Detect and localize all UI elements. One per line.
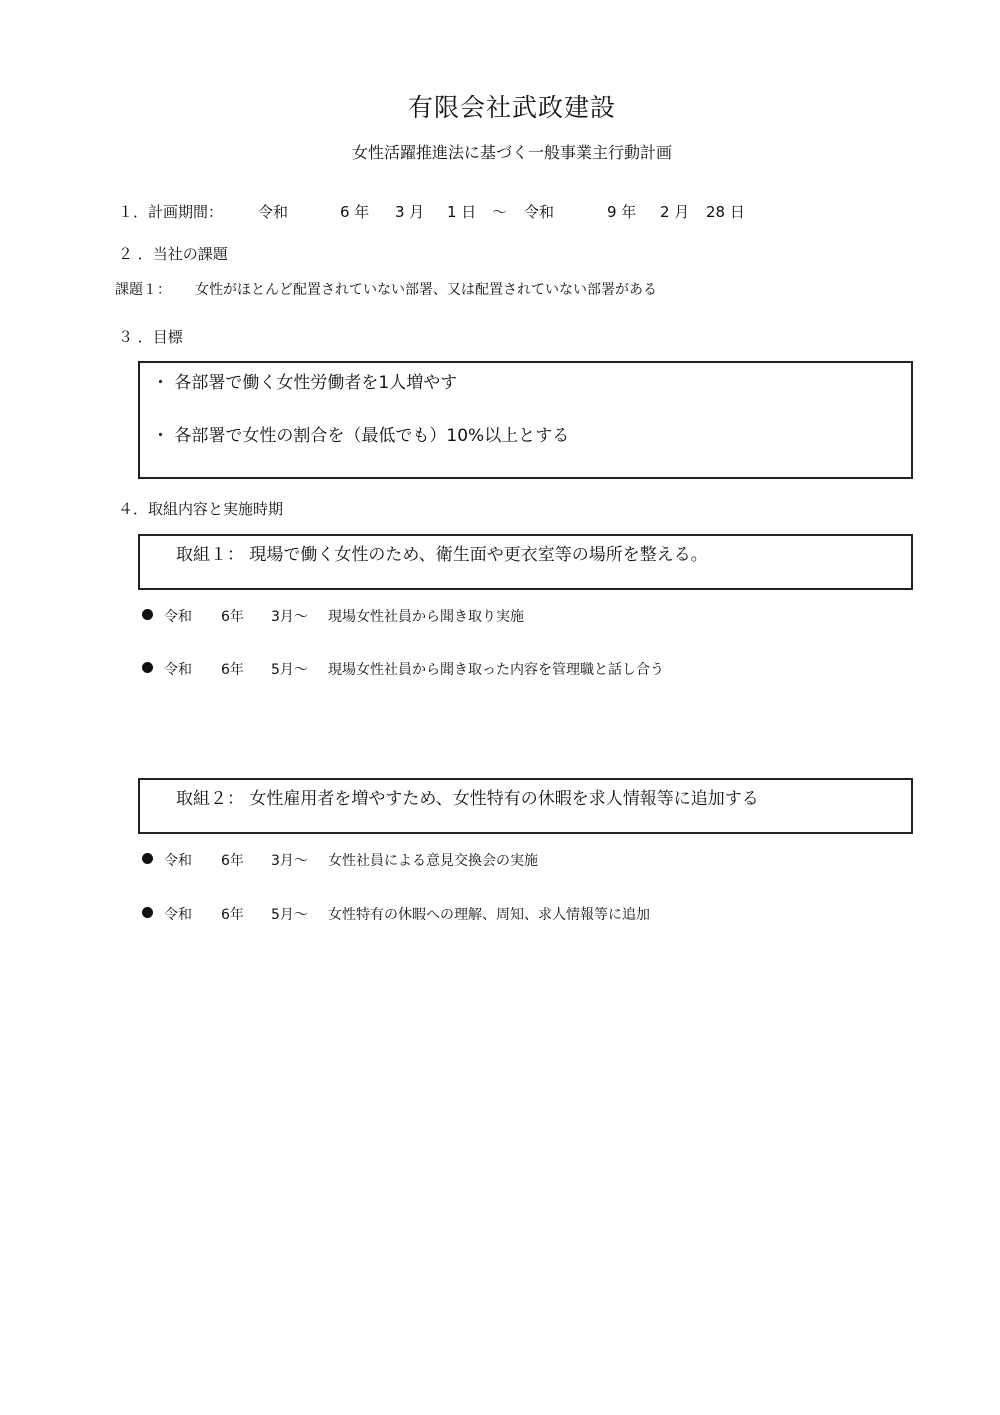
item-era: 令和: [164, 853, 192, 869]
period-start-era: 令和: [258, 203, 289, 221]
action-1-box: [138, 534, 913, 590]
goal-item: ・ 各部署で女性の割合を（最低でも）10%以上とする: [152, 426, 570, 446]
period-end-era: 令和: [524, 203, 555, 221]
item-year: 6年: [221, 609, 244, 625]
item-era: 令和: [164, 609, 192, 625]
period-end-year: 9 年: [607, 203, 637, 221]
actions-heading: ４．取組内容と実施時期: [118, 500, 284, 518]
action-2-box: [138, 778, 913, 834]
item-month: 5月〜: [271, 662, 308, 678]
bullet-icon: [142, 662, 153, 673]
item-year: 6年: [221, 662, 244, 678]
company-name: 有限会社武政建設: [407, 93, 616, 122]
goals-heading: ３ ．目標: [118, 328, 183, 346]
bullet-icon: [142, 853, 153, 864]
bullet-icon: [142, 609, 153, 620]
item-era: 令和: [164, 662, 192, 678]
item-year: 6年: [221, 907, 244, 923]
item-text: 現場女性社員から聞き取った内容を管理職と話し合う: [328, 662, 664, 678]
period-label: １．計画期間：: [118, 203, 224, 221]
action-1-title: 取組１： 現場で働く女性のため、衛生面や更衣室等の場所を整える。: [176, 545, 708, 565]
period-start-month: 3 月: [395, 203, 425, 221]
item-month: 3月〜: [271, 853, 308, 869]
issue-label: 課題１：: [115, 282, 171, 298]
document-subtitle: 女性活躍推進法に基づく一般事業主行動計画: [351, 143, 672, 162]
item-year: 6年: [221, 853, 244, 869]
item-month: 3月〜: [271, 609, 308, 625]
item-text: 現場女性社員から聞き取り実施: [328, 609, 524, 625]
bullet-icon: [142, 907, 153, 918]
period-start-day: 1 日: [447, 203, 477, 221]
period-start-year: 6 年: [340, 203, 370, 221]
issues-heading: ２ ．当社の課題: [118, 245, 228, 263]
item-era: 令和: [164, 907, 192, 923]
period-end-day: 28 日: [706, 203, 745, 221]
goal-item: ・ 各部署で働く女性労働者を1人増やす: [152, 373, 458, 393]
item-text: 女性社員による意見交換会の実施: [328, 853, 538, 869]
action-2-title: 取組２： 女性雇用者を増やすため、女性特有の休暇を求人情報等に追加する: [176, 789, 759, 809]
item-month: 5月〜: [271, 907, 308, 923]
goals-box: [138, 361, 913, 479]
period-end-month: 2 月: [660, 203, 690, 221]
item-text: 女性特有の休暇への理解、周知、求人情報等に追加: [328, 907, 650, 923]
period-tilde: 〜: [492, 203, 508, 221]
issue-text: 女性がほとんど配置されていない部署、又は配置されていない部署がある: [195, 282, 657, 298]
